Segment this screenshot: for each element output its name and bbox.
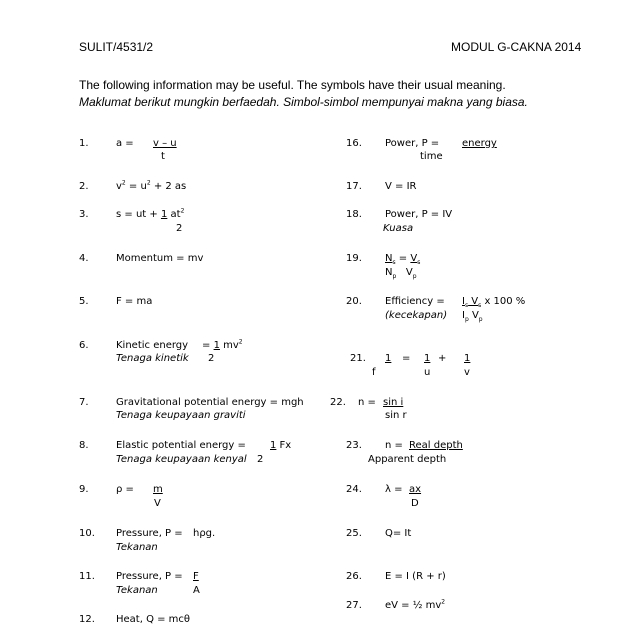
formula-number: 1. bbox=[79, 138, 89, 149]
formula-label: Kinetic energy bbox=[116, 340, 189, 351]
formula-denominator: 2 bbox=[176, 223, 183, 234]
formula-number: 8. bbox=[79, 440, 89, 451]
formula-rhs: hρg. bbox=[193, 528, 216, 539]
formula-number: 2. bbox=[79, 181, 89, 192]
formula-malay: Tenaga keupayaan graviti bbox=[116, 410, 246, 421]
formula-text: Power, P = bbox=[385, 138, 440, 149]
intro-malay: Maklumat berikut mungkin berfaedah. Simbol-simbol mempunyai makna yang biasa. bbox=[79, 95, 528, 109]
formula-lhs: n = bbox=[358, 397, 376, 408]
formula-text: V = IR bbox=[385, 181, 417, 192]
formula-numerator: 1 bbox=[464, 353, 471, 364]
formula-numerator: sin i bbox=[383, 397, 404, 408]
formula-denominator: sin r bbox=[385, 410, 407, 421]
module-title: MODUL G-CAKNA 2014 bbox=[451, 40, 582, 54]
formula-label: Efficiency = bbox=[385, 296, 445, 307]
formula-denominator: Apparent depth bbox=[368, 454, 447, 465]
formula-numerator: v – u bbox=[153, 138, 177, 149]
formula-text: Pressure, P = bbox=[116, 528, 183, 539]
formula-text: F = ma bbox=[116, 296, 153, 307]
formula-lhs: ρ = bbox=[116, 484, 134, 495]
formula-number: 16. bbox=[346, 138, 362, 149]
formula-malay: Tenaga keupayaan kenyal bbox=[116, 454, 247, 465]
formula-number: 12. bbox=[79, 614, 95, 625]
formula-numerator: 1 bbox=[424, 353, 431, 364]
formula-number: 19. bbox=[346, 253, 362, 264]
formula-number: 3. bbox=[79, 209, 89, 220]
formula-text: = 1 $mv^2$ bbox=[202, 338, 243, 351]
formula-denominator: A bbox=[193, 585, 200, 596]
formula-text: Gravitational potential energy = mgh bbox=[116, 397, 304, 408]
formula-numerator: 1 bbox=[385, 353, 392, 364]
document-code: SULIT/4531/2 bbox=[79, 40, 154, 54]
formula-number: 7. bbox=[79, 397, 89, 408]
formula-denominator: 2 bbox=[208, 353, 215, 364]
formula-number: 11. bbox=[79, 571, 95, 582]
formula-number: 5. bbox=[79, 296, 89, 307]
formula-denominator: time bbox=[420, 151, 443, 162]
formula-number: 22. bbox=[330, 397, 346, 408]
formula-plus: + bbox=[438, 353, 447, 364]
formula-number: 27. bbox=[346, 600, 362, 611]
formula-numerator: energy bbox=[462, 138, 497, 149]
formula-denominator: 2 bbox=[257, 454, 264, 465]
formula-label: Elastic potential energy = bbox=[116, 440, 246, 451]
formula-malay: Tenaga kinetik bbox=[116, 353, 189, 364]
formula-numerator: F bbox=[193, 571, 199, 582]
formula-numerator: ax bbox=[409, 484, 422, 495]
formula-numerator: $N_s = V_s$ bbox=[385, 253, 421, 266]
formula-number: 6. bbox=[79, 340, 89, 351]
formula-lhs: λ = bbox=[385, 484, 403, 495]
formula-number: 21. bbox=[350, 353, 366, 364]
formula-number: 4. bbox=[79, 253, 89, 264]
formula-malay: Tekanan bbox=[116, 542, 158, 553]
formula-malay: Kuasa bbox=[383, 223, 414, 234]
formula-number: 18. bbox=[346, 209, 362, 220]
formula-text: E = I (R + r) bbox=[385, 571, 446, 582]
formula-number: 24. bbox=[346, 484, 362, 495]
formula-number: 20. bbox=[346, 296, 362, 307]
formula-malay: (kecekapan) bbox=[385, 310, 448, 321]
formula-number: 23. bbox=[346, 440, 362, 451]
formula-text: s = ut + 1 $at^2$ bbox=[116, 207, 185, 220]
formula-text: Q= It bbox=[385, 528, 412, 539]
formula-numerator: Real depth bbox=[409, 440, 463, 451]
formula-number: 17. bbox=[346, 181, 362, 192]
formula-lhs: a = bbox=[116, 138, 134, 149]
formula-equals: = bbox=[402, 353, 411, 364]
formula-text: 1 Fx bbox=[270, 440, 292, 451]
formula-denominator: u bbox=[424, 367, 431, 378]
formula-text: $v^2 = u^2 + 2$ as bbox=[116, 179, 187, 192]
formula-text: Heat, Q = mcθ bbox=[116, 614, 191, 625]
intro-english: The following information may be useful. The symbols have their usual meaning. bbox=[79, 78, 506, 92]
formula-lhs: n = bbox=[385, 440, 403, 451]
formula-number: 9. bbox=[79, 484, 89, 495]
formula-malay: Tekanan bbox=[116, 585, 158, 596]
formula-denominator: V bbox=[154, 498, 161, 509]
formula-text: Momentum = mv bbox=[116, 253, 204, 264]
formula-number: 26. bbox=[346, 571, 362, 582]
formula-denominator: v bbox=[464, 367, 470, 378]
formula-numerator: $I_s$ $V_s$ x 100 % bbox=[462, 296, 526, 309]
formula-denominator: f bbox=[372, 367, 376, 378]
formula-number: 25. bbox=[346, 528, 362, 539]
formula-text: Pressure, P = bbox=[116, 571, 183, 582]
formula-number: 10. bbox=[79, 528, 95, 539]
formula-text: eV = ½ $mv^2$ bbox=[385, 598, 446, 611]
formula-numerator: m bbox=[153, 484, 163, 495]
formula-text: Power, P = IV bbox=[385, 209, 453, 220]
formula-denominator: t bbox=[161, 151, 165, 162]
formula-denominator: $I_p$ $V_p$ bbox=[462, 310, 483, 323]
formula-denominator: D bbox=[411, 498, 419, 509]
formula-denominator: $N_p$ $V_p$ bbox=[385, 267, 417, 280]
